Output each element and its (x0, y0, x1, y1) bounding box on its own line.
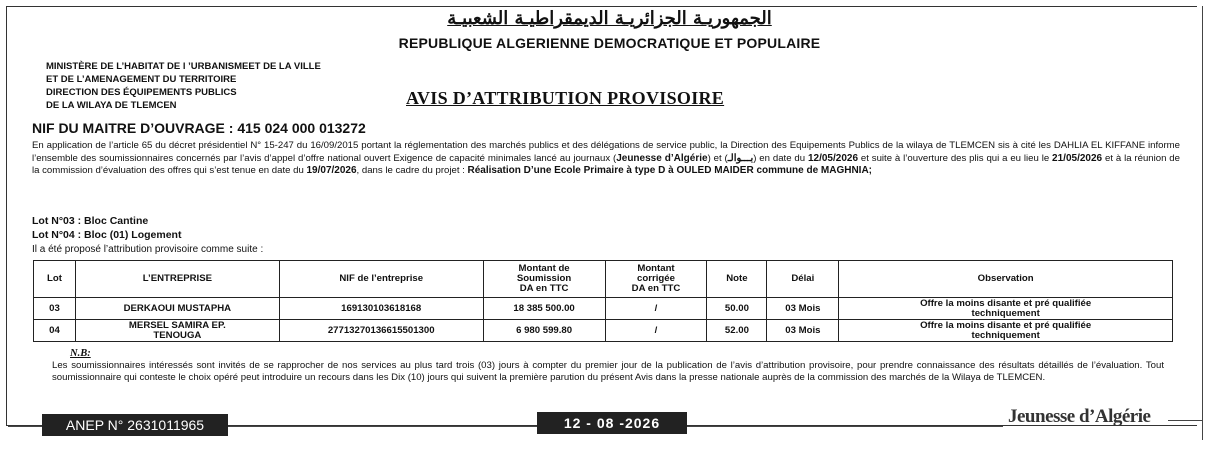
col-header-note: Note (707, 261, 767, 298)
footer-rule (228, 426, 537, 427)
intro-text: En application de l’article 65 du décret présidentiel N° 15-247 du 16/09/2015 portant la réglementation des marchés publics et des délégations de service public, la Direction des Equipements Publics de la wilaya de TLEMCEN sis à cité les DAHLIA EL KIFFANE informe l’ensemble des soumissionnaires concernés par l’avis d’appel d’offre national ouvert Exigence de capacité minimales lancé au journaux ( (32, 140, 1180, 164)
table-header-row (34, 261, 1173, 298)
cell-note: 50.00 (707, 298, 767, 320)
cell-observation (839, 320, 1173, 342)
entreprise-line: TENOUGA (153, 329, 202, 341)
col-header-montant-corrige (605, 261, 707, 298)
project-name: Réalisation D’une Ecole Primaire à type D à OULED MAIDER commune de MAGHNIA; (467, 165, 873, 176)
cell-observation (839, 298, 1173, 320)
newspaper-logo: Jeunesse d’Algérie (1008, 406, 1151, 427)
entreprise-line: DERKAOUI MUSTAPHA (123, 302, 232, 314)
lots-block (32, 214, 181, 242)
cell-note: 52.00 (707, 320, 767, 342)
arabic-republic-title: الجمهوريـة الجزائريـة الديمقراطيـة الشعبيـة (447, 8, 772, 29)
header-line: Montant de (518, 263, 570, 274)
ministry-line: DE LA WILAYA DE TLEMCEN (46, 100, 177, 111)
cell-delai: 03 Mois (767, 320, 839, 342)
lot-line: Lot N°03 : Bloc Cantine (32, 215, 149, 227)
header-line: Montant (637, 263, 675, 274)
footer-rule (1168, 420, 1202, 421)
table-row (34, 298, 1173, 320)
evaluation-date: 19/07/2026 (306, 165, 357, 176)
col-header-delai: Délai (767, 261, 839, 298)
intro-text: , dans le cadre du projet : (356, 165, 468, 176)
cell-lot: 03 (34, 298, 76, 320)
anep-reference: ANEP N° 2631011965 (42, 414, 228, 436)
ministry-block (46, 60, 321, 112)
cell-entreprise (75, 298, 279, 320)
intro-text: et à la réunion de la commission d’évaluation des offres qui s’est tenue en date du (32, 152, 1180, 176)
cell-delai: 03 Mois (767, 298, 839, 320)
cell-montant: 18 385 500.00 (483, 298, 605, 320)
right-rule (1202, 6, 1203, 440)
cell-nif: 169130103618168 (279, 298, 483, 320)
ministry-line: DIRECTION DES ÉQUIPEMENTS PUBLICS (46, 87, 237, 98)
attribution-table (33, 260, 1173, 342)
ministry-line: ET DE L’AMENAGEMENT DU TERRITOIRE (46, 74, 237, 85)
footer-rule (687, 426, 1003, 427)
newspaper-name: Jeunesse d’Algérie (616, 152, 708, 164)
lot-line: Lot N°04 : Bloc (01) Logement (32, 229, 182, 241)
ministry-line: MINISTÈRE DE L’HABITAT DE l ’URBANISMEET DE LA VILLE (46, 61, 321, 72)
owner-nif: NIF DU MAITRE D’OUVRAGE : 415 024 000 013272 (32, 120, 366, 136)
opening-date: 21/05/2026 (1052, 152, 1103, 164)
intro-paragraph (32, 140, 1180, 178)
col-header-montant (483, 261, 605, 298)
observation-line: Offre la moins disante et pré qualifiée (920, 319, 1092, 331)
cell-entreprise (75, 320, 279, 342)
header-line: Soumission (516, 273, 572, 284)
footer-rule (8, 426, 42, 427)
cell-montant-corrige: / (605, 320, 707, 342)
nb-label: N.B: (70, 348, 91, 359)
header-line: DA en TTC (631, 283, 681, 294)
header-line: DA en TTC (519, 283, 569, 294)
cell-montant: 6 980 599.80 (483, 320, 605, 342)
cell-lot: 04 (34, 320, 76, 342)
header-line: corrigée (637, 273, 675, 284)
table-row (34, 320, 1173, 342)
observation-line: techniquement (971, 329, 1040, 341)
publication-date: 12/05/2026 (807, 152, 859, 164)
cell-nif: 27713270136615501300 (279, 320, 483, 342)
observation-line: Offre la moins disante et pré qualifiée (920, 297, 1092, 309)
cell-montant-corrige: / (605, 298, 707, 320)
proposed-text: Il a été proposé l’attribution provisoire comme suite : (32, 244, 264, 255)
col-header-observation: Observation (839, 261, 1173, 298)
col-header-lot: Lot (34, 261, 76, 298)
intro-text: et suite à l’ouverture des plis qui a eu lieu le (858, 152, 1053, 164)
notice-title: AVIS D’ATTRIBUTION PROVISOIRE (406, 88, 725, 108)
entreprise-line: MERSEL SAMIRA EP. (128, 319, 226, 331)
intro-text: ) et ( (707, 152, 728, 164)
col-header-entreprise: L’ENTREPRISE (75, 261, 279, 298)
col-header-nif: NIF de l’entreprise (279, 261, 483, 298)
nb-text: Les soumissionnaires intéressés sont invités de se rapprocher de nos services au plus tard trois (03) jours à compter du premier jour de la publication de l’avis d’attribution provisoire, pour prendre connaissance des résultats détaillés de l’évaluation. Tout soumissionnaire qui conteste le choix opéré peut introduire un recours dans les Dix (10) jours qui suivent la première parution du présent Avis dans la presse nationale auprès de la commission des marchés de la Wilaya de TLEMCEN. (52, 360, 1164, 383)
french-republic-title: REPUBLIQUE ALGERIENNE DEMOCRATIQUE ET POPULAIRE (398, 35, 821, 51)
intro-text: ) en date du (753, 152, 808, 164)
newspaper-name-arabic: بـــوالـ (727, 152, 754, 164)
observation-line: techniquement (971, 307, 1040, 319)
publication-date-badge: 12 - 08 -2026 (537, 412, 687, 434)
